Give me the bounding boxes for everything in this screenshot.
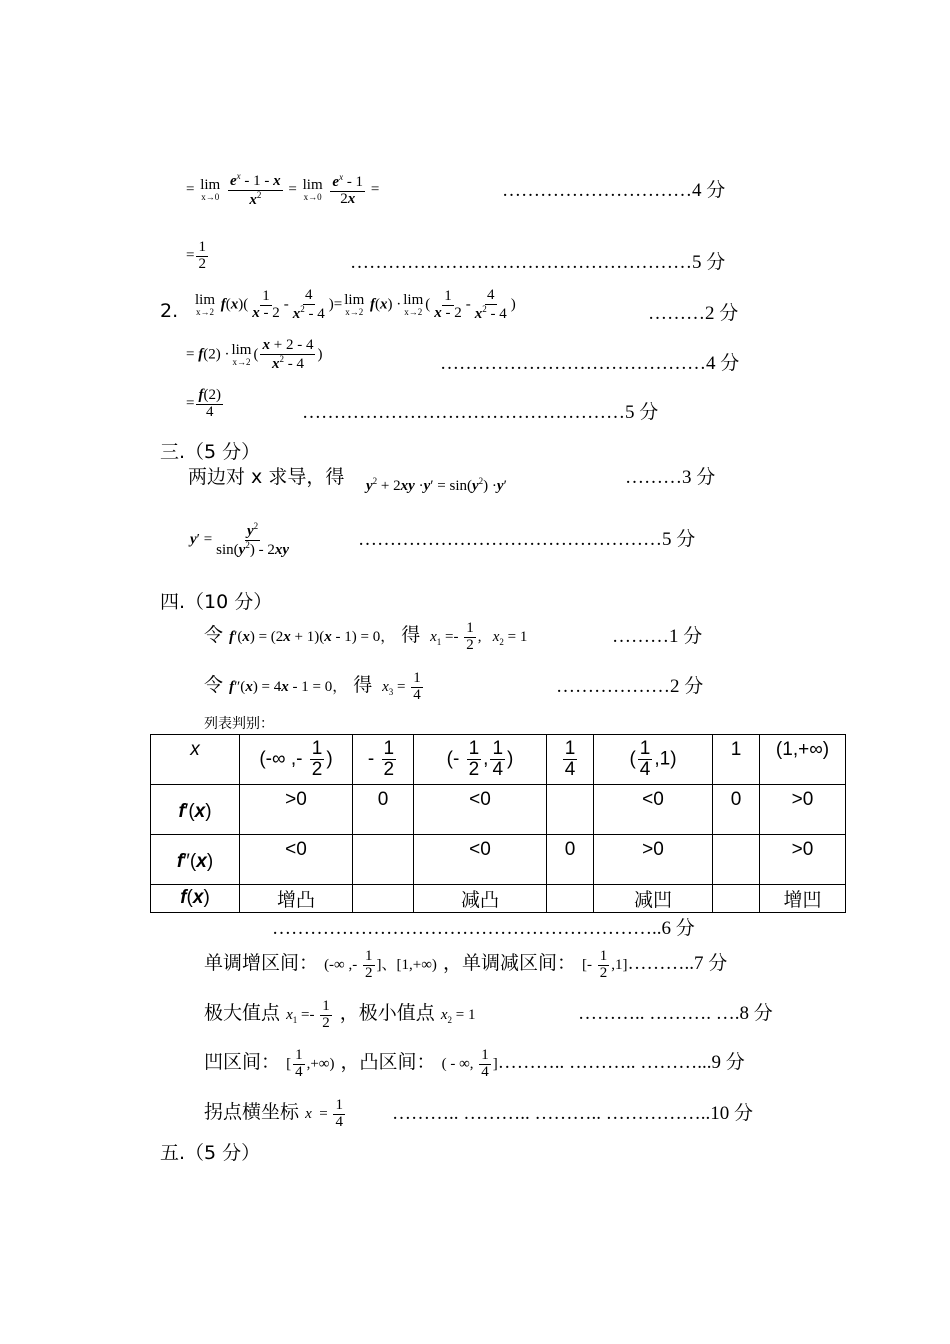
score-s4-2: ………………2 分 — [556, 676, 704, 697]
table-header-interval-2: (- $\frac{1}{2}$ , $\frac{1}{4}$ ) — [414, 735, 547, 785]
score-q2-2: ……………………………………4 分 — [440, 353, 740, 374]
table-header-interval-3: ( $\frac{1}{4}$ ,1) — [594, 735, 713, 785]
table-row-f — [151, 885, 846, 913]
table-header-point-2: $\frac{1}{4}$ — [547, 735, 594, 785]
table-row-fprime — [151, 785, 846, 835]
score-s4-1: ………1 分 — [612, 626, 703, 647]
cell — [713, 885, 760, 913]
score-s4-10: ……….. ……….. ……….. ……………..10 分 — [392, 1103, 754, 1124]
cell — [713, 835, 760, 885]
table-header-point-3: 1 — [713, 735, 760, 785]
cell — [547, 885, 594, 913]
s4-monotonic: 单调增区间： (-∞ ,- $\frac{1}{2}$ ]、[1,+∞) ，单调减区间： [- $\frac{1}{2}$ ,1]………..7 分 — [204, 948, 728, 982]
table-header-point-1: - $\frac{1}{2}$ — [353, 735, 414, 785]
cell: 增凸 — [240, 885, 353, 913]
section-3-text: 两边对 x 求导，得 — [188, 466, 345, 488]
formula-q2-line1: lim x→2 f(x)( $\frac{1}{x - 2}$ - $\frac{4}{x^2 - 4}$ )= lim x→2 f(x) · lim x→2 ( $\frac{1}{x - 2}$ - $\frac{4}{x^2 - 4}$ ) — [195, 287, 516, 322]
cell: >0 — [760, 835, 846, 885]
cell: 0 — [547, 835, 594, 885]
q2-label: 2. — [160, 300, 179, 322]
formula-q2-line3: = $\frac{f(2)}{4}$ — [186, 387, 221, 420]
cell — [353, 835, 414, 885]
formula-line-1: = lim x→0 $\frac{e^x - 1 - x}{x^2}$ = lim x→0 $\frac{e^x - 1}{2x}$ = — [186, 171, 380, 208]
formula-line-2: = $\frac{1}{2}$ — [186, 239, 206, 272]
cell: <0 — [594, 785, 713, 835]
section-3-equation: $y^2 + 2xy \cdot y' = \sin(y^2) \cdot y'$ — [366, 476, 507, 494]
section-5-title: 五.（5 分） — [160, 1142, 261, 1164]
score-s4-6: ……………………………………………………..6 分 — [272, 918, 695, 939]
table-header-x: x — [151, 735, 240, 785]
cell: 增凹 — [760, 885, 846, 913]
s4-line1: 令 f′(x) = (2x + 1)(x - 1) = 0， 得 $x_1$ =- $\frac{1}{2}$ , $x_2 = 1$ — [204, 620, 528, 654]
cell: <0 — [414, 835, 547, 885]
score-line-2: ………………………………………………5 分 — [350, 252, 726, 273]
cell: <0 — [414, 785, 547, 835]
cell: 0 — [713, 785, 760, 835]
cell: >0 — [760, 785, 846, 835]
score-q2-1: ………2 分 — [648, 303, 739, 324]
cell — [547, 785, 594, 835]
table-header-row — [151, 735, 846, 785]
section-3-result: y′ = $\frac{y^2}{\sin(y^2) - 2xy}$ — [190, 521, 290, 558]
row-label-f: f(x) — [151, 885, 240, 913]
table-row-fdoubleprime — [151, 835, 846, 885]
section-3-title: 三.（5 分） — [160, 441, 261, 463]
cell — [353, 885, 414, 913]
s4-inflection: 拐点横坐标 x = $\frac{1}{4}$ — [204, 1097, 343, 1131]
cell: 0 — [353, 785, 414, 835]
cell: >0 — [240, 785, 353, 835]
judgment-table — [150, 734, 846, 913]
score-s3-2: …………………………………………5 分 — [358, 529, 696, 550]
cell: 减凹 — [594, 885, 713, 913]
score-line-1: …………………………4 分 — [502, 180, 726, 201]
score-q2-3: ……………………………………………5 分 — [302, 402, 659, 423]
score-s4-8: ……….. ………. ….8 分 — [578, 1003, 773, 1024]
section-4-title: 四.（10 分） — [160, 591, 273, 613]
s4-extrema: 极大值点 $x_1$ =- $\frac{1}{2}$ ，极小值点 $x_2 = 1$ — [204, 998, 476, 1032]
s4-concavity: 凹区间： [ $\frac{1}{4}$ ,+∞) ，凸区间： ( - ∞, $\frac{1}{4}$ ]……….. ……….. ………...9 分 — [204, 1047, 745, 1081]
table-caption: 列表判别： — [204, 716, 274, 732]
table-header-interval-4: (1,+∞) — [760, 735, 846, 785]
s4-line2: 令 f″(x) = 4x - 1 = 0， 得 $x_3$ = $\frac{1}{4}$ — [204, 670, 421, 704]
cell: <0 — [240, 835, 353, 885]
row-label-fdoubleprime: f″(x) — [151, 835, 240, 885]
row-label-fprime: f′(x) — [151, 785, 240, 835]
cell: 减凸 — [414, 885, 547, 913]
table-header-interval-1: (-∞ ,- $\frac{1}{2}$ ) — [240, 735, 353, 785]
cell: >0 — [594, 835, 713, 885]
formula-q2-line2: = f(2) · lim x→2 ( $\frac{x + 2 - 4}{x^2 - 4}$ ) — [186, 337, 323, 372]
score-s3-1: ………3 分 — [625, 467, 716, 488]
